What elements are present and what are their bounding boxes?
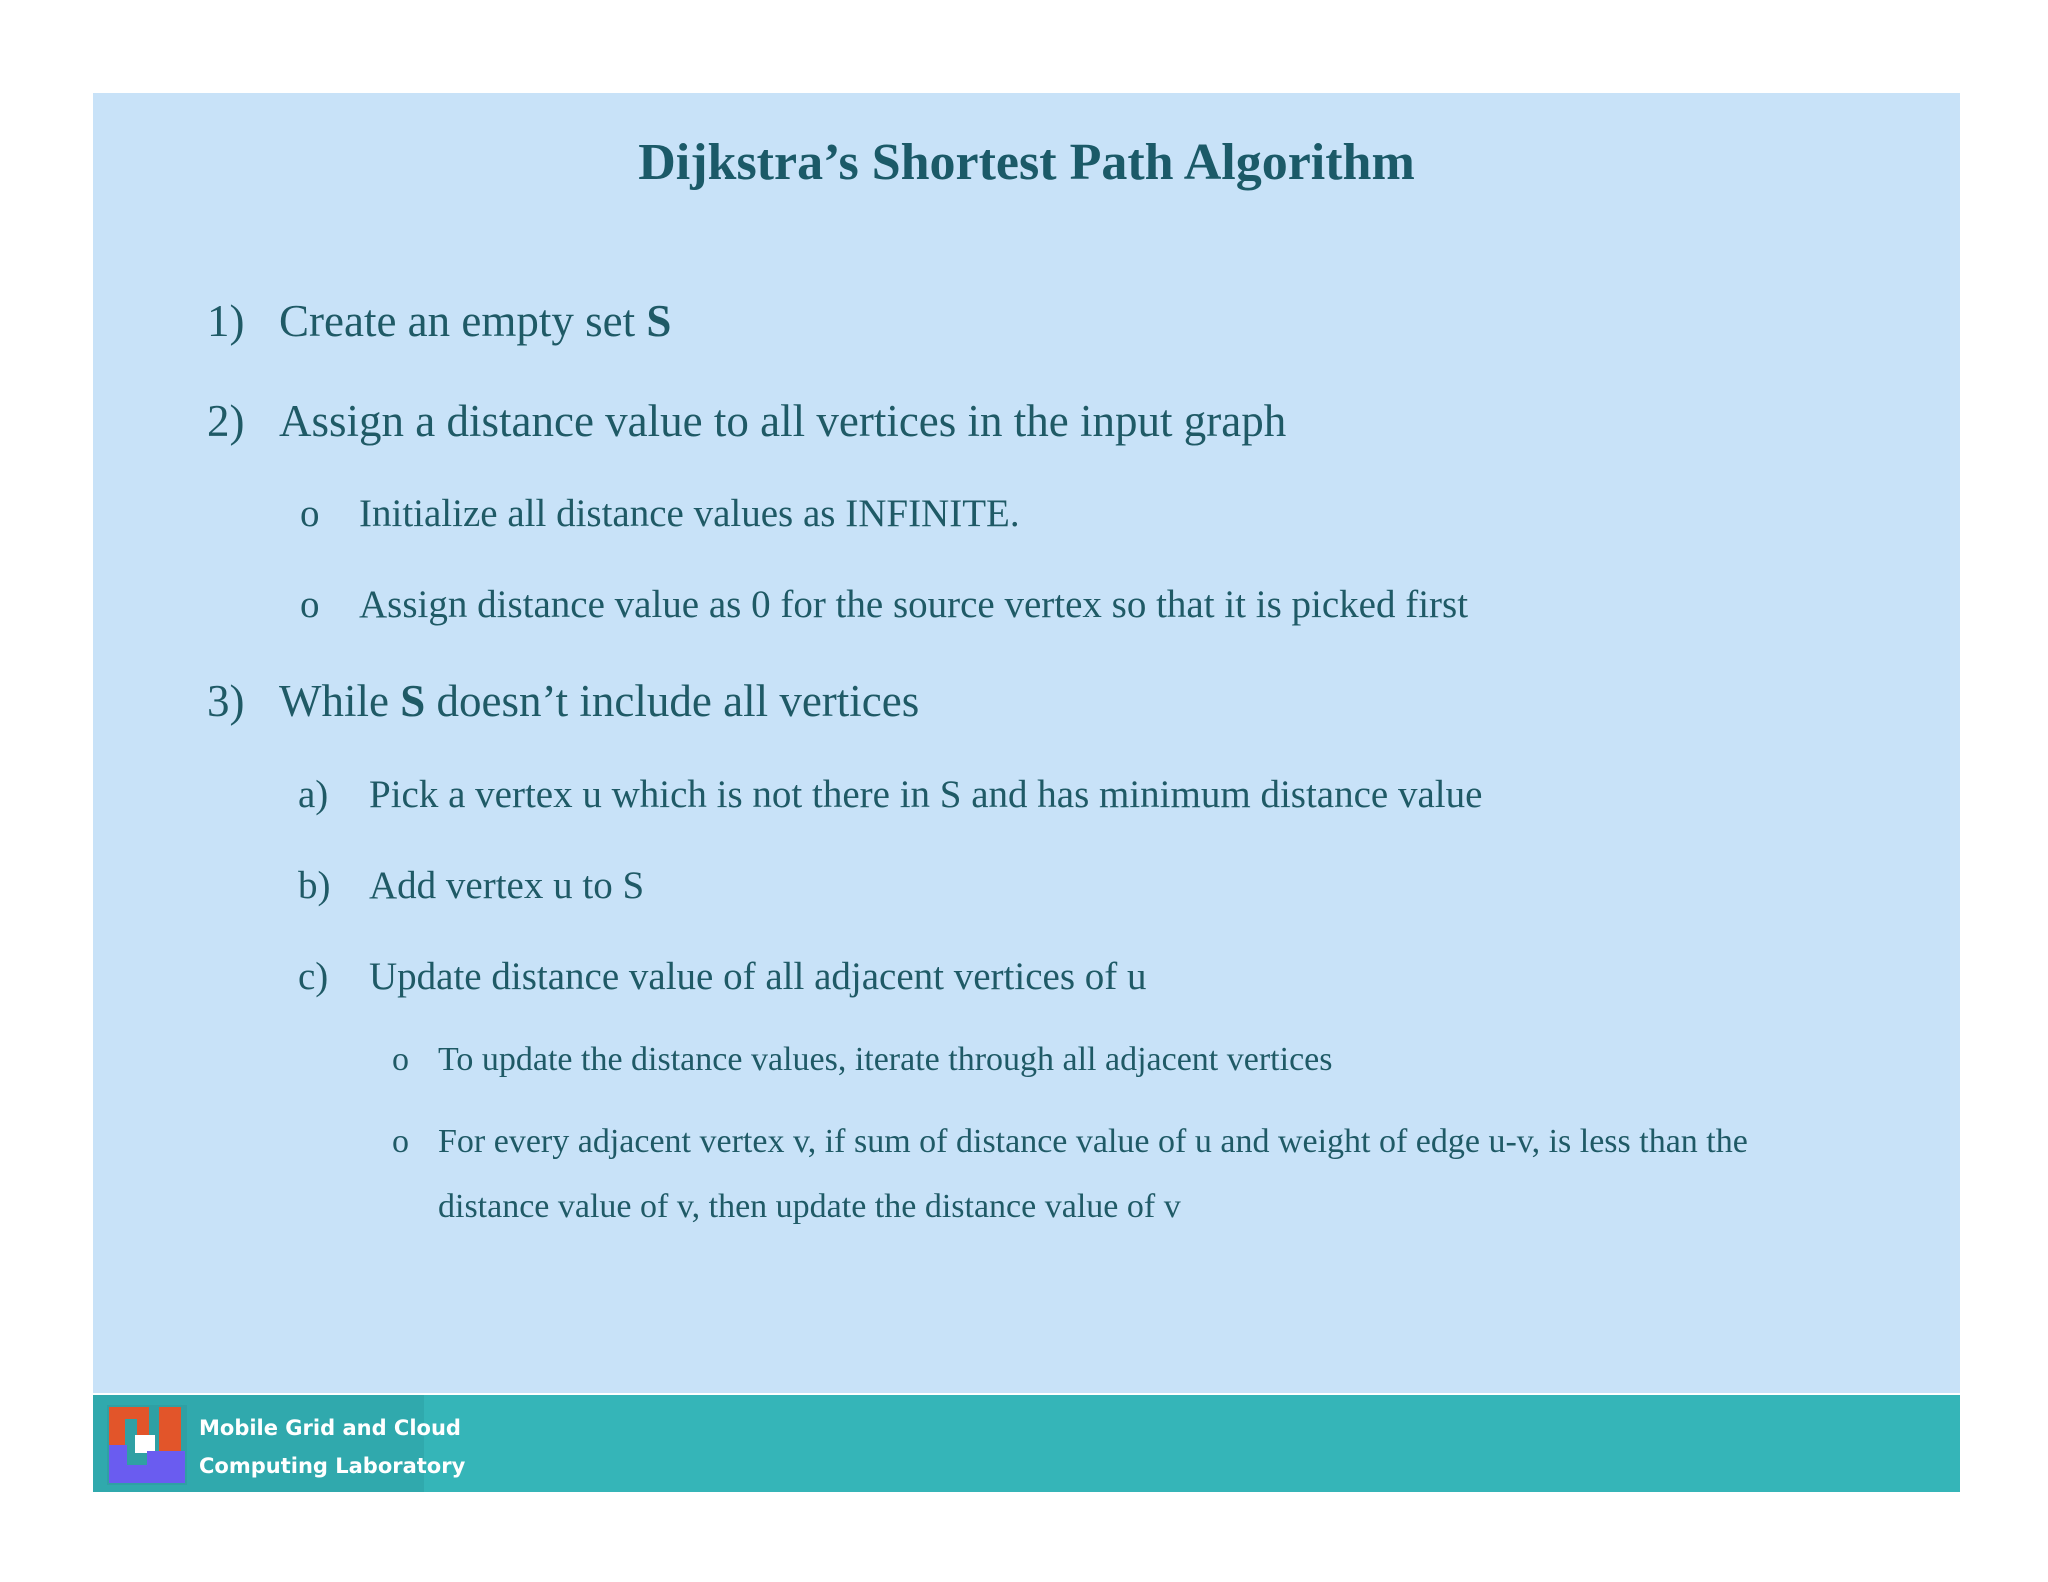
- footer-bar: [93, 1395, 1960, 1492]
- lab-logo: [93, 1395, 466, 1492]
- bullet-circle-icon: o: [392, 1123, 409, 1160]
- step-1-marker: 1): [207, 296, 245, 346]
- bullet-circle-icon: o: [300, 583, 320, 626]
- substep-c-marker: c): [298, 955, 329, 998]
- step-2-marker: 2): [207, 396, 245, 446]
- bullet-text: To update the distance values, iterate through all adjacent vertices: [438, 1041, 1333, 1078]
- substep-b-marker: b): [298, 864, 331, 907]
- bullet-circle-icon: o: [300, 492, 320, 535]
- bullet-text: For every adjacent vertex v, if sum of distance value of u and weight of edge u-v, is less than the: [438, 1123, 1748, 1160]
- bullet-circle-icon: o: [392, 1041, 409, 1078]
- substep-c-bullet-2-continuation: distance value of v, then update the distance value of v: [438, 1188, 1181, 1225]
- substep-b-text: Add vertex u to S: [369, 864, 645, 907]
- step-1-text: Create an empty set S: [279, 296, 672, 346]
- substep-c-text: Update distance value of all adjacent vertices of u: [369, 955, 1147, 998]
- slide-title: Dijkstra’s Shortest Path Algorithm: [638, 134, 1415, 191]
- lab-logo-icon: [107, 1405, 187, 1485]
- step-2-text: Assign a distance value to all vertices in the input graph: [279, 396, 1287, 446]
- lab-name-line-1: Mobile Grid and Cloud: [199, 1416, 461, 1440]
- substep-a-text: Pick a vertex u which is not there in S and has minimum distance value: [369, 773, 1483, 816]
- bullet-text: Assign distance value as 0 for the source vertex so that it is picked first: [359, 583, 1469, 626]
- step-3-marker: 3): [207, 676, 245, 726]
- lab-name-line-2: Computing Laboratory: [199, 1454, 466, 1478]
- bullet-text: Initialize all distance values as INFINITE.: [359, 492, 1020, 535]
- step-3-text: While S doesn’t include all vertices: [279, 676, 920, 726]
- slide: [93, 93, 1960, 1478]
- substep-a-marker: a): [298, 773, 329, 816]
- lab-logo-text: [199, 1409, 465, 1485]
